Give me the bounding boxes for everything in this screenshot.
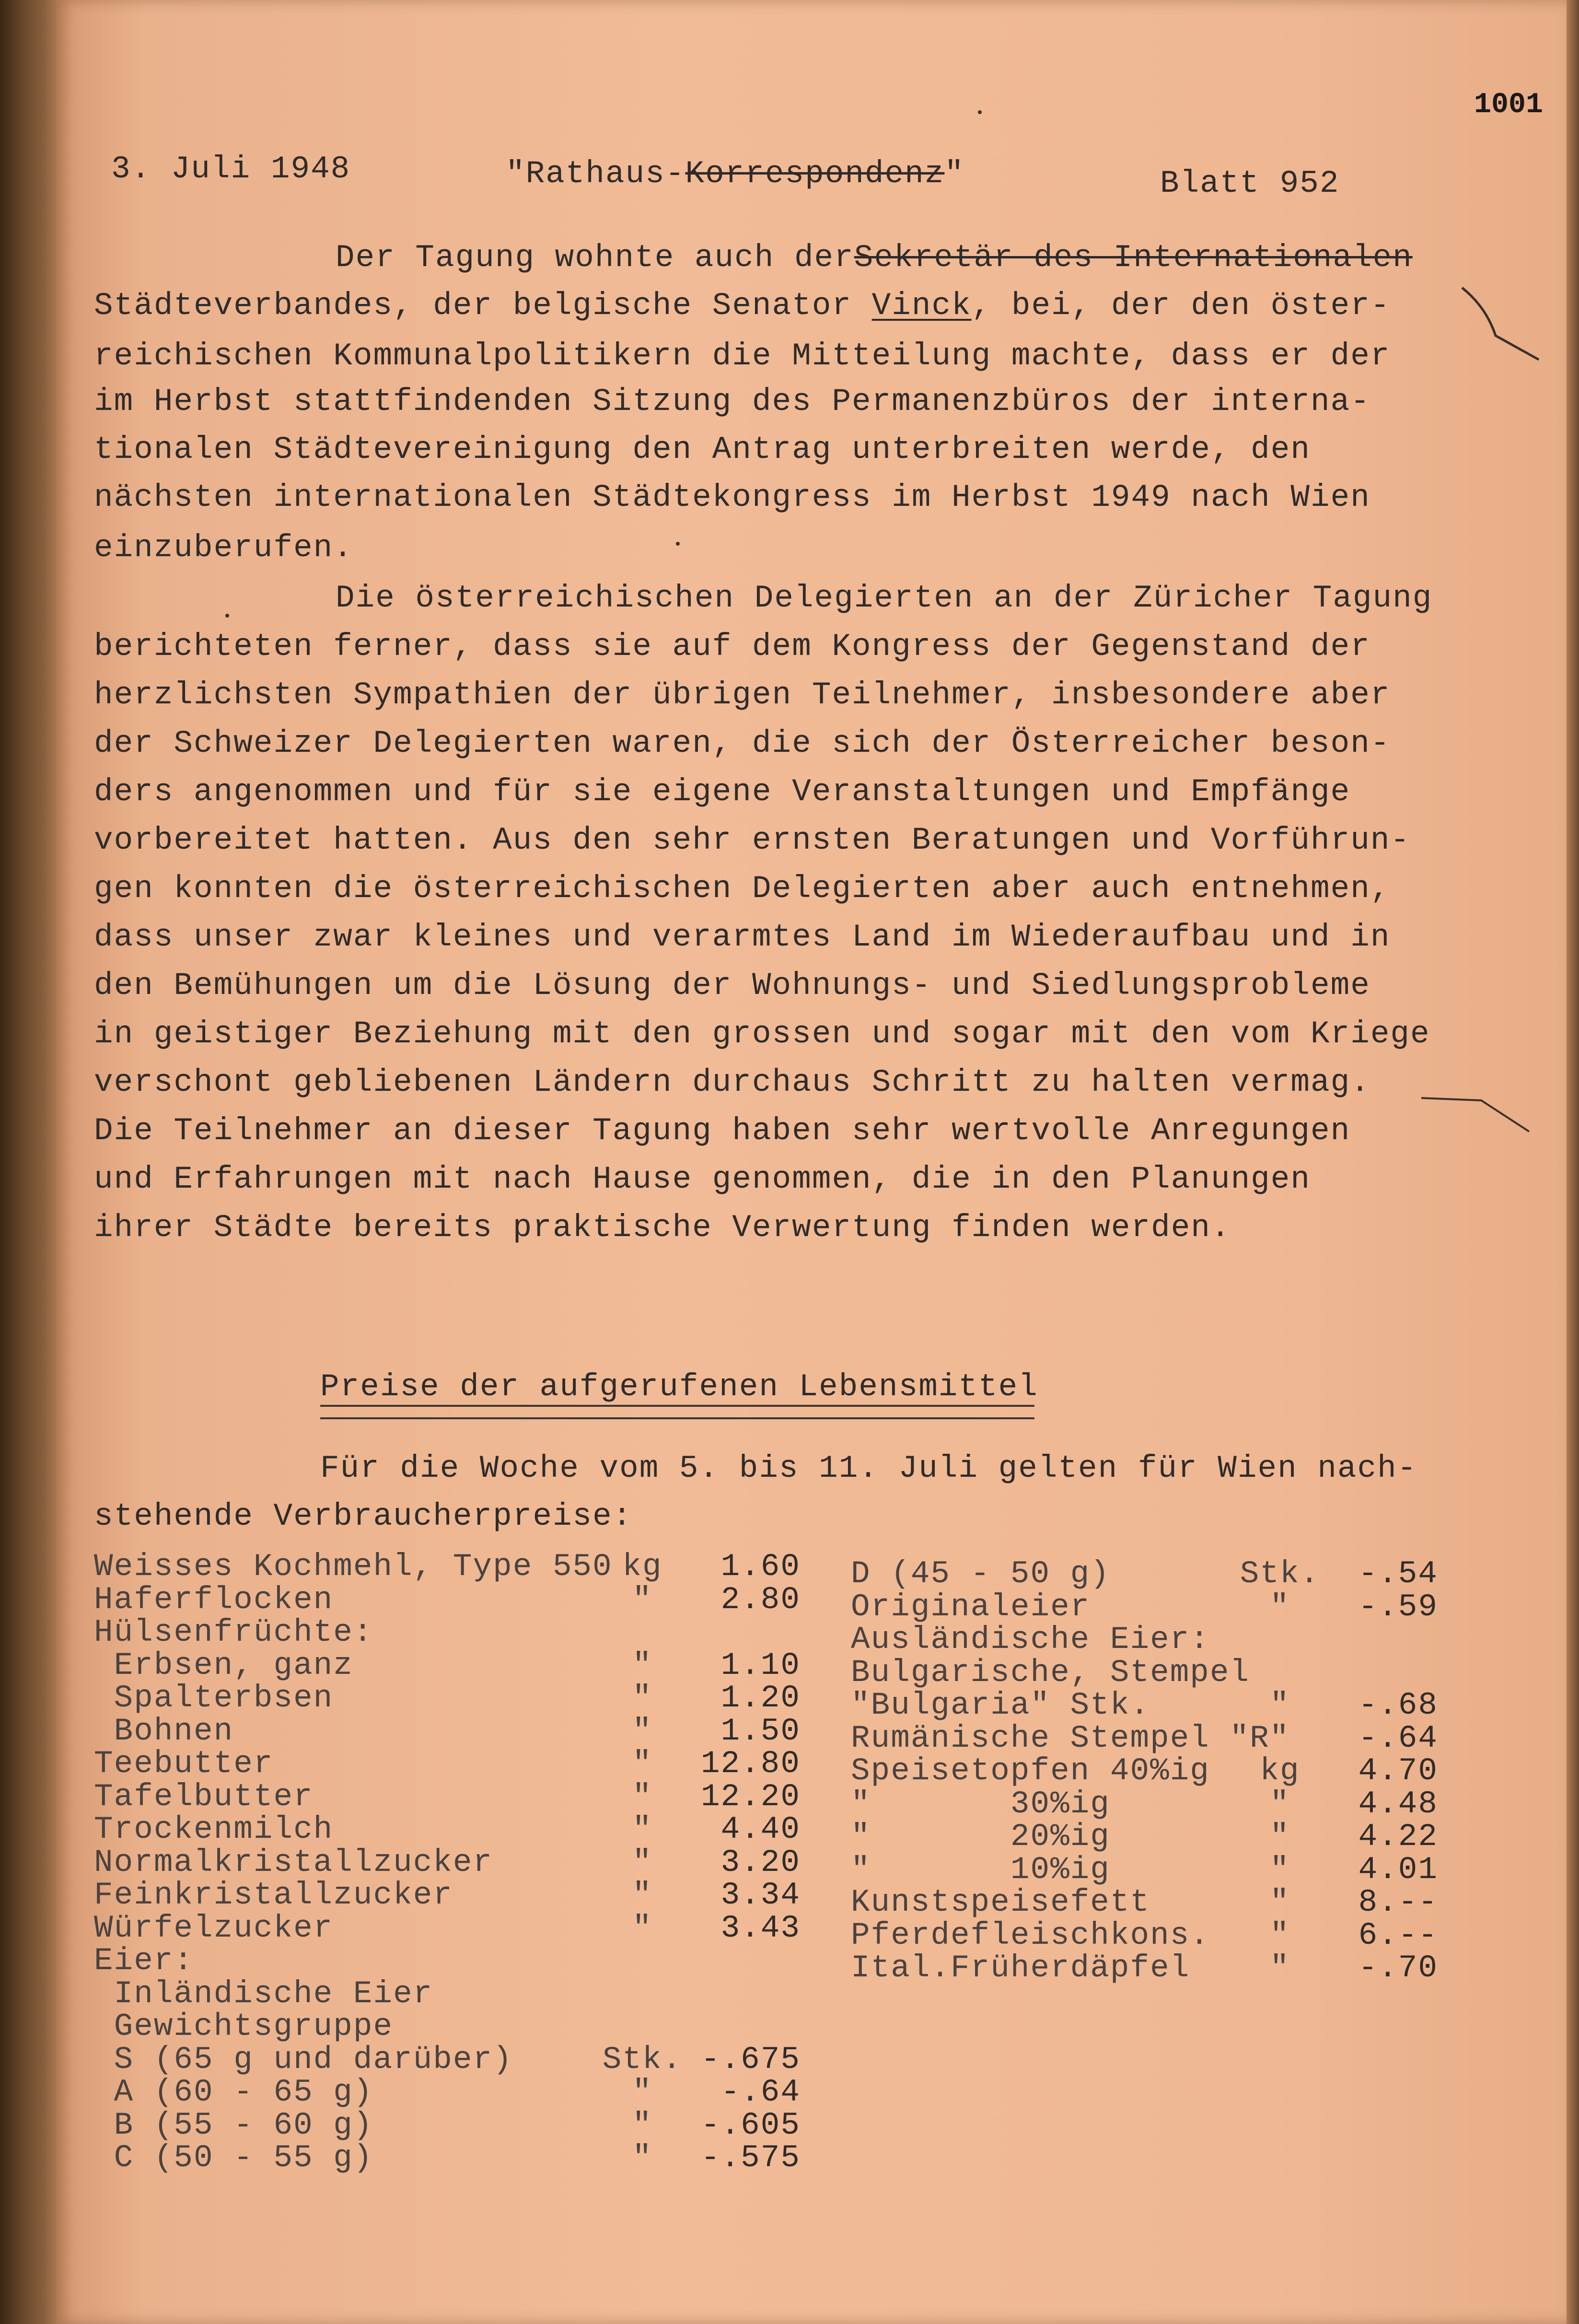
price-item-name: Eier: bbox=[94, 1943, 194, 1979]
price-item-name: C (50 - 55 g) bbox=[94, 2140, 373, 2176]
line-text: im Herbst stattfindenden Sitzung des Permanenzbüros der interna- bbox=[94, 384, 1370, 420]
price-item-name: " 10%ig bbox=[851, 1852, 1110, 1888]
price-item-name: Rumänische Stempel "R" bbox=[851, 1720, 1290, 1756]
price-item-unit: " bbox=[632, 2140, 652, 2176]
price-item-unit: " bbox=[632, 1811, 652, 1847]
paragraph-2-line: herzlichsten Sympathien der übrigen Teilnehmer, insbesondere aber bbox=[94, 677, 1391, 713]
price-item-value: 4.48 bbox=[1358, 1786, 1438, 1822]
price-item-unit: " bbox=[632, 1746, 652, 1782]
price-item-name: " 30%ig bbox=[851, 1786, 1110, 1822]
price-item-unit: " bbox=[632, 2074, 652, 2110]
price-item-value: 12.20 bbox=[700, 1779, 801, 1815]
book-spine bbox=[0, 0, 57, 2324]
price-item-unit: " bbox=[632, 1713, 652, 1749]
underlined-name: Vinck bbox=[871, 288, 972, 324]
price-item-value: -.70 bbox=[1358, 1950, 1438, 1986]
stray-mark bbox=[676, 542, 680, 546]
price-item-unit: kg bbox=[1260, 1753, 1300, 1789]
prices-intro-2: stehende Verbraucherpreise: bbox=[94, 1498, 633, 1534]
paragraph-2-line: Die österreichischen Delegierten an der Züricher Tagung bbox=[336, 580, 1433, 616]
paragraph-2-line: der Schweizer Delegierten waren, die sich der Österreicher beson- bbox=[94, 725, 1391, 761]
price-item-name: Tafelbutter bbox=[94, 1779, 313, 1815]
price-item-unit: " bbox=[632, 1877, 652, 1913]
header-date: 3. Juli 1948 bbox=[111, 151, 351, 187]
price-item-name: Originaleier bbox=[851, 1589, 1091, 1625]
price-item-value: -.64 bbox=[1358, 1720, 1438, 1756]
price-item-value: -.59 bbox=[1358, 1589, 1438, 1625]
price-item-name: A (60 - 65 g) bbox=[94, 2074, 373, 2110]
price-item-unit: " bbox=[1270, 1852, 1290, 1888]
paragraph-1-line bbox=[94, 434, 1311, 466]
price-item-value: 3.34 bbox=[720, 1877, 801, 1913]
price-item-unit: " bbox=[632, 1779, 652, 1815]
paragraph-1-line bbox=[94, 386, 1370, 418]
prices-intro-1: Für die Woche vom 5. bis 11. Juli gelten für Wien nach- bbox=[320, 1450, 1417, 1486]
price-item-unit: " bbox=[1270, 1884, 1290, 1920]
margin-stroke-middle bbox=[1419, 1079, 1534, 1136]
price-item-unit: " bbox=[632, 2107, 652, 2143]
price-item-value: -.575 bbox=[700, 2140, 801, 2176]
price-item-name: Speisetopfen 40%ig bbox=[851, 1753, 1210, 1789]
line-text: einzuberufen. bbox=[94, 530, 353, 566]
price-item-unit: " bbox=[1270, 1917, 1290, 1953]
corner-mark: 1001 bbox=[1474, 89, 1544, 121]
price-item-name: Trockenmilch bbox=[94, 1811, 334, 1847]
line-text: Der Tagung wohnte auch der bbox=[336, 240, 854, 276]
header-page-label: Blatt 952 bbox=[1160, 165, 1340, 201]
price-item-value: -.68 bbox=[1358, 1687, 1438, 1723]
paragraph-2-line: in geistiger Beziehung mit den grossen und sogar mit den vom Kriege bbox=[94, 1016, 1430, 1052]
line-text: Städteverbandes, der belgische Senator bbox=[94, 288, 872, 324]
price-item-unit: " bbox=[632, 1647, 652, 1683]
price-item-value: 1.20 bbox=[720, 1680, 801, 1716]
price-item-value: 4.40 bbox=[720, 1811, 801, 1847]
price-item-name: Teebutter bbox=[94, 1746, 274, 1782]
line-text: reichischen Kommunalpolitikern die Mitteilung machte, dass er der bbox=[94, 338, 1391, 374]
price-item-name: D (45 - 50 g) bbox=[851, 1556, 1110, 1592]
price-item-name: B (55 - 60 g) bbox=[94, 2107, 373, 2143]
heading-underline-1 bbox=[320, 1405, 1034, 1407]
price-item-unit: " bbox=[1270, 1819, 1290, 1855]
price-item-value: 4.22 bbox=[1358, 1819, 1438, 1855]
price-item-name: Bulgarische, Stempel bbox=[851, 1655, 1250, 1691]
price-item-value: 4.70 bbox=[1358, 1753, 1438, 1789]
paragraph-1-line bbox=[94, 532, 353, 564]
paragraph-2-line: gen konnten die österreichischen Delegierten aber auch entnehmen, bbox=[94, 871, 1391, 907]
price-item-name: Spalterbsen bbox=[94, 1680, 334, 1716]
price-item-value: -.54 bbox=[1358, 1556, 1438, 1592]
price-item-value: 6.-- bbox=[1358, 1917, 1438, 1953]
paragraph-2-line: ihrer Städte bereits praktische Verwertung finden werden. bbox=[94, 1210, 1231, 1246]
paragraph-2-line: vorbereitet hatten. Aus den sehr ernsten Beratungen und Vorführun- bbox=[94, 822, 1411, 858]
price-item-value: -.675 bbox=[700, 2042, 801, 2078]
price-item-unit: Stk. bbox=[1240, 1556, 1320, 1592]
paragraph-2-line: den Bemühungen um die Lösung der Wohnungs- und Siedlungsprobleme bbox=[94, 968, 1370, 1004]
price-item-unit: " bbox=[632, 1845, 652, 1880]
price-item-unit: " bbox=[632, 1680, 652, 1716]
stray-mark bbox=[225, 614, 229, 618]
price-item-name: Ausländische Eier: bbox=[851, 1622, 1210, 1658]
price-item-value: 1.10 bbox=[720, 1647, 801, 1683]
price-item-name: Erbsen, ganz bbox=[94, 1647, 353, 1683]
paragraph-2-line: berichteten ferner, dass sie auf dem Kongress der Gegenstand der bbox=[94, 629, 1370, 665]
paragraph-2-line: dass unser zwar kleines und verarmtes Land im Wiederaufbau und in bbox=[94, 919, 1391, 955]
header-title-prefix: "Rathaus- bbox=[506, 156, 685, 192]
page-edge bbox=[1567, 0, 1579, 2324]
price-item-name: Normalkristallzucker bbox=[94, 1845, 493, 1880]
price-item-name: Hülsenfrüchte: bbox=[94, 1614, 373, 1650]
price-item-name: Weisses Kochmehl, Type 550 bbox=[94, 1549, 613, 1585]
price-item-value: 3.20 bbox=[720, 1845, 801, 1880]
price-item-name: Haferflocken bbox=[94, 1582, 334, 1618]
price-item-name: Feinkristallzucker bbox=[94, 1877, 453, 1913]
price-item-unit: Stk. bbox=[602, 2042, 683, 2078]
price-item-value: 2.80 bbox=[720, 1582, 801, 1618]
price-item-name: " 20%ig bbox=[851, 1819, 1110, 1855]
price-item-name: S (65 g und darüber) bbox=[94, 2042, 513, 2078]
line-text: nächsten internationalen Städtekongress im Herbst 1949 nach Wien bbox=[94, 479, 1370, 515]
price-item-name: Pferdefleischkons. bbox=[851, 1917, 1210, 1953]
paragraph-2-line: verschont gebliebenen Ländern durchaus Schritt zu halten vermag. bbox=[94, 1064, 1370, 1100]
header-title-struck: Korrespondenz bbox=[685, 156, 945, 192]
price-item-unit: " bbox=[632, 1582, 652, 1618]
price-item-name: Ital.Früherdäpfel bbox=[851, 1950, 1190, 1986]
price-item-unit: kg bbox=[622, 1549, 662, 1585]
price-item-value: 1.60 bbox=[720, 1549, 801, 1585]
paragraph-2-line: ders angenommen und für sie eigene Veranstaltungen und Empfänge bbox=[94, 774, 1351, 810]
price-item-name: Inländische Eier bbox=[94, 1976, 433, 2012]
header-title bbox=[506, 158, 964, 190]
stray-mark bbox=[978, 110, 982, 114]
price-item-name: Bohnen bbox=[94, 1713, 234, 1749]
price-item-value: -.605 bbox=[700, 2107, 801, 2143]
struck-text: Sekretär des Internationalen bbox=[854, 240, 1413, 276]
line-text: tionalen Städtevereinigung den Antrag unterbreiten werde, den bbox=[94, 432, 1311, 467]
price-item-unit: " bbox=[1270, 1687, 1290, 1723]
header-title-suffix: " bbox=[944, 156, 964, 192]
price-item-unit: " bbox=[1270, 1786, 1290, 1822]
paragraph-1-line bbox=[94, 340, 1390, 372]
margin-stroke-top bbox=[1457, 278, 1544, 364]
price-item-name: Kunstspeisefett bbox=[851, 1884, 1150, 1920]
price-item-value: 3.43 bbox=[720, 1910, 801, 1946]
paragraph-1-line bbox=[94, 290, 1390, 322]
paragraph-1-line bbox=[94, 479, 1370, 515]
prices-heading: Preise der aufgerufenen Lebensmittel bbox=[320, 1369, 1038, 1405]
price-item-unit: " bbox=[632, 1910, 652, 1946]
price-item-value: -.64 bbox=[720, 2074, 801, 2110]
price-item-value: 8.-- bbox=[1358, 1884, 1438, 1920]
price-item-name: "Bulgaria" Stk. bbox=[851, 1687, 1150, 1723]
price-item-name: Gewichtsgruppe bbox=[94, 2009, 394, 2044]
price-item-value: 1.50 bbox=[720, 1713, 801, 1749]
price-item-value: 4.01 bbox=[1358, 1852, 1438, 1888]
price-item-name: Würfelzucker bbox=[94, 1910, 334, 1946]
paragraph-2-line: und Erfahrungen mit nach Hause genommen, die in den Planungen bbox=[94, 1161, 1311, 1197]
paragraph-1-line bbox=[336, 242, 1413, 274]
price-item-unit: " bbox=[1270, 1950, 1290, 1986]
line-text: , bei, der den öster- bbox=[971, 288, 1391, 324]
paragraph-2-line: Die Teilnehmer an dieser Tagung haben sehr wertvolle Anregungen bbox=[94, 1113, 1351, 1149]
price-item-unit: " bbox=[1270, 1589, 1290, 1625]
heading-underline-2 bbox=[320, 1417, 1034, 1419]
price-item-value: 12.80 bbox=[700, 1746, 801, 1782]
